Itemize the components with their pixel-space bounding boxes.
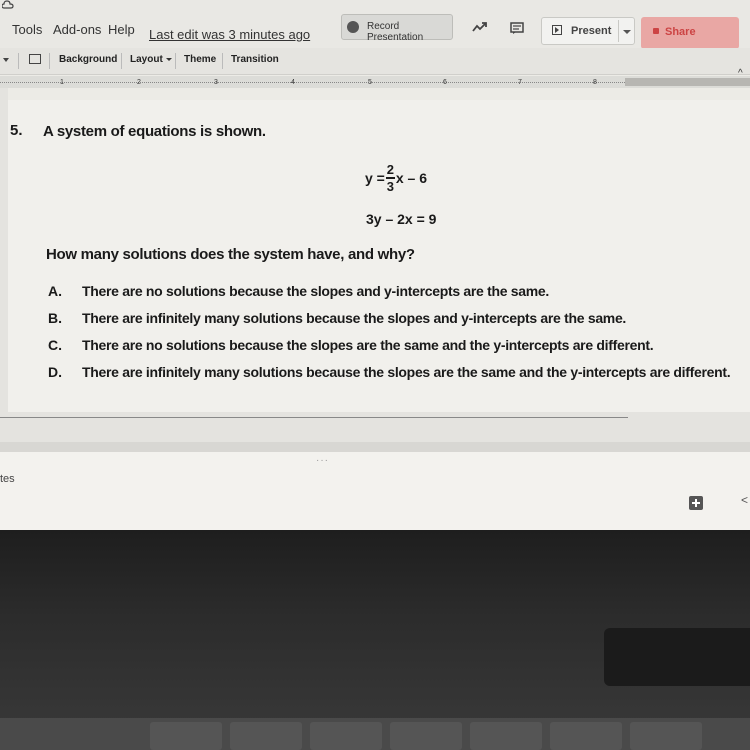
laptop-hinge [604,628,750,686]
choice-letter: C. [48,337,62,353]
equation-2: 3y – 2x = 9 [366,211,437,227]
toolbar-dropdown-icon[interactable] [3,58,9,62]
equation-1-prefix: y = [365,169,385,186]
share-label: Share [665,26,696,38]
keyboard-key [310,722,382,750]
equation-1 [365,163,427,193]
keyboard-key [390,722,462,750]
menu-bar [0,0,750,48]
last-edit-link[interactable]: Last edit was 3 minutes ago [149,27,311,42]
cloud-icon[interactable] [2,0,14,10]
fraction [386,163,395,193]
background-button[interactable]: Background [59,54,118,65]
present-dropdown-icon[interactable] [623,30,631,34]
ruler-tick: 1 [60,79,64,86]
present-label: Present [571,25,612,37]
toolbar-divider [175,53,176,69]
comment-icon[interactable] [510,22,524,35]
lock-icon [653,28,659,34]
equation-1-suffix: x – 6 [395,169,427,186]
ruler [0,76,750,88]
speaker-notes-panel[interactable] [0,452,750,530]
choice-text: There are no solutions because the slopes and y-intercepts are the same. [82,283,550,299]
present-icon [552,25,562,35]
transition-button[interactable]: Transition [231,54,279,65]
keyboard-key [230,722,302,750]
choice-letter: D. [48,364,62,380]
collapse-caret-icon[interactable]: ^ [738,68,743,79]
ruler-marks [0,82,625,83]
question-prompt: How many solutions does the system have, and why? [46,246,415,263]
toolbar-divider [121,53,122,69]
choice-letter: B. [48,310,62,326]
toolbar-divider [18,53,19,69]
share-button[interactable] [641,17,739,49]
keyboard-key [550,722,622,750]
filmstrip-edge [0,88,8,413]
keyboard-key [150,722,222,750]
ruler-tick: 3 [214,79,218,86]
chevron-left-icon[interactable]: < [741,493,749,507]
add-icon[interactable] [689,496,703,510]
choice-text: There are infinitely many solutions because the slopes are the same and the y-intercepts are different. [82,364,731,380]
record-icon [347,21,359,33]
slide-bottom-area [0,412,750,442]
present-button[interactable] [541,17,635,45]
menu-tools[interactable]: Tools [12,22,43,37]
notes-resize-handle[interactable]: ··· [316,455,329,466]
menu-help[interactable]: Help [108,22,135,37]
ruler-margin [625,78,750,86]
fraction-denominator: 3 [386,178,394,194]
ruler-tick: 7 [518,79,522,86]
ruler-tick: 4 [291,79,295,86]
speaker-notes-label: tes [0,473,15,485]
toolbar [0,48,750,75]
ruler-tick: 2 [137,79,141,86]
layout-label: Layout [130,54,163,65]
choice-text: There are no solutions because the slopes are the same and the y-intercepts are different. [82,337,654,353]
record-presentation-button[interactable] [341,14,453,43]
question-stem: A system of equations is shown. [43,123,266,140]
menu-addons[interactable]: Add-ons [53,22,102,37]
theme-button[interactable]: Theme [184,54,217,65]
record-label: Record Presentation [367,21,424,43]
choice-letter: A. [48,283,62,299]
horizontal-scrollbar[interactable] [0,442,750,452]
ruler-tick: 8 [593,79,597,86]
ruler-tick: 5 [368,79,372,86]
add-comment-icon[interactable] [29,54,41,64]
keyboard-key [470,722,542,750]
present-divider [618,20,619,42]
activity-trend-icon[interactable] [472,22,488,32]
slide-bottom-border [0,417,628,418]
keyboard-key [630,722,702,750]
toolbar-divider [49,53,50,69]
layout-dropdown-icon [166,58,172,61]
ruler-tick: 6 [443,79,447,86]
layout-button[interactable] [130,54,172,65]
question-number: 5. [10,122,23,139]
toolbar-divider [222,53,223,69]
choice-text: There are infinitely many solutions because the slopes and y-intercepts are the same. [82,310,627,326]
fraction-numerator: 2 [386,162,394,177]
